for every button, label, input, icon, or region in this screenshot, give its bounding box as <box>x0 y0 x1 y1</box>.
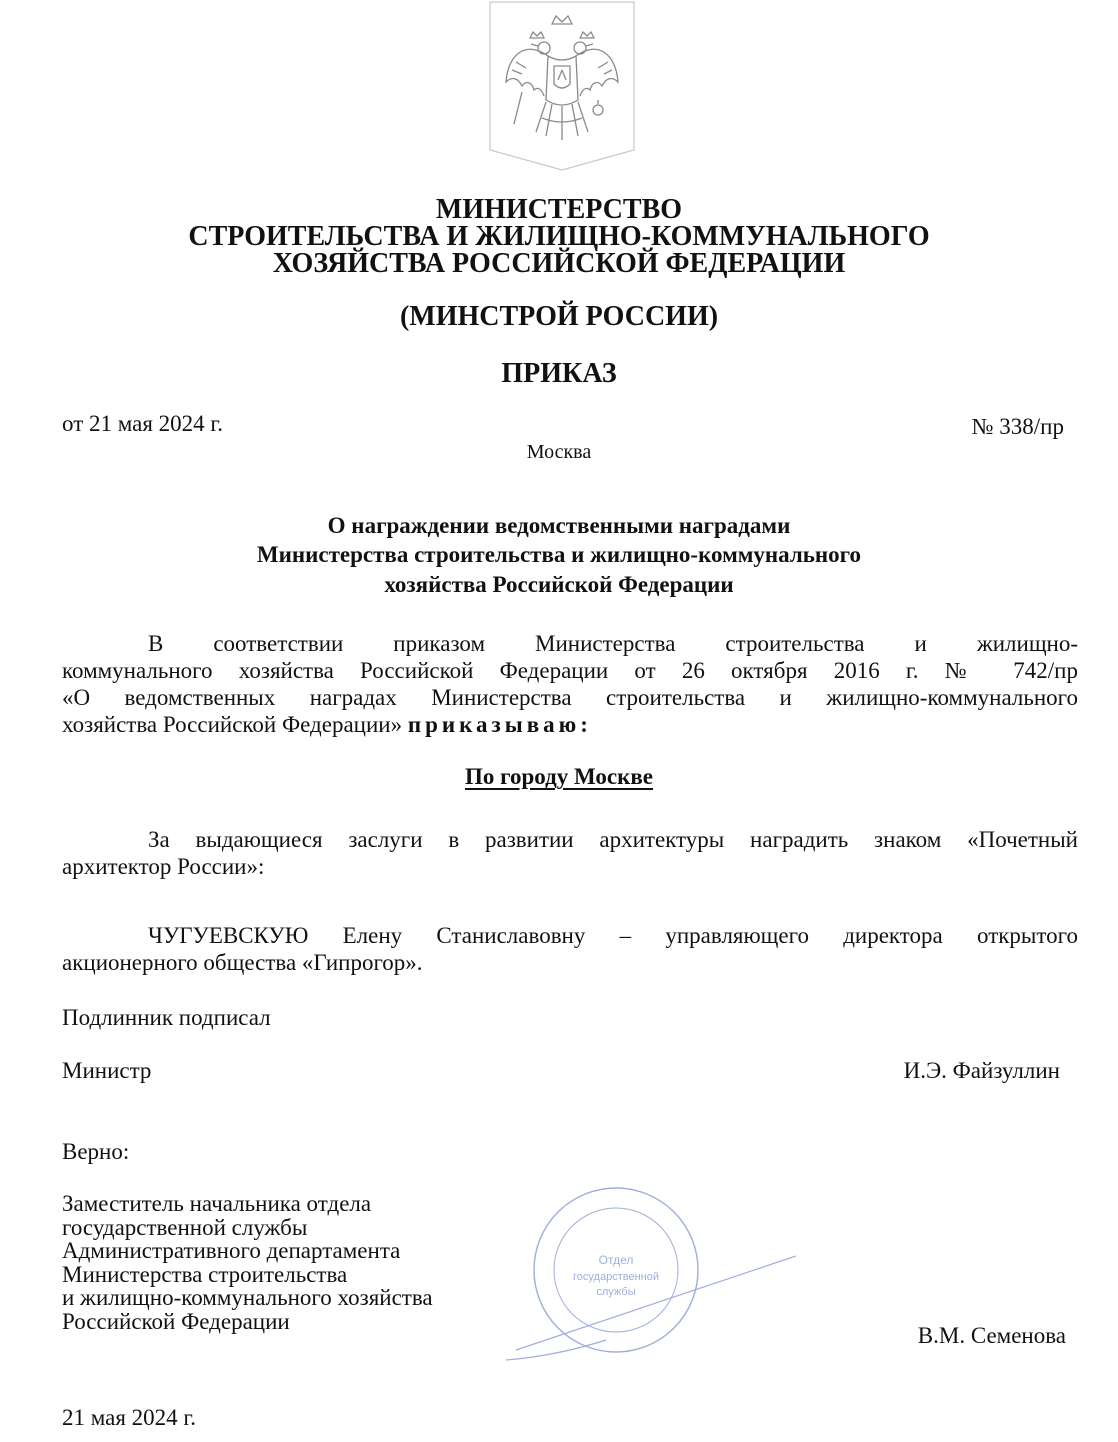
order-city: Москва <box>526 441 592 463</box>
ministry-name-line3: ХОЗЯЙСТВА РОССИЙСКОЙ ФЕДЕРАЦИИ <box>272 248 846 279</box>
minister-name: И.Э. Файзуллин <box>903 1058 1060 1083</box>
preamble-line3: «О ведомственных наградах Министерства строительства и жилищно-коммунального <box>62 685 1078 710</box>
preamble-line4-wrap <box>62 711 1078 738</box>
order-title-line3: хозяйства Российской Федерации <box>384 572 734 597</box>
svg-text:службы: службы <box>596 1286 636 1298</box>
recipient-line1: ЧУГУЕВСКУЮ Елену Станиславовну – управляющего директора открытого <box>148 923 1078 948</box>
preamble-line2: коммунального хозяйства Российской Федерации от 26 октября 2016 г. № 742/пр <box>62 658 1078 683</box>
order-number: № 338/пр <box>971 414 1064 439</box>
recipient-paragraph <box>62 922 1078 976</box>
double-headed-eagle-icon <box>486 0 638 172</box>
preamble-line1: В соответствии приказом Министерства строительства и жилищно- <box>148 631 1078 656</box>
deputy-position <box>62 1192 433 1333</box>
official-stamp <box>496 1160 796 1390</box>
recipient-line2: акционерного общества «Гипрогор». <box>62 950 423 975</box>
deputy-position-line: Российской Федерации <box>62 1308 290 1334</box>
preamble-paragraph <box>62 630 1078 738</box>
svg-text:государственной: государственной <box>573 1271 659 1283</box>
award-line1: За выдающиеся заслуги в развитии архитектуры наградить знаком «Почетный <box>148 827 1078 852</box>
verified-label: Верно: <box>62 1139 130 1164</box>
document-type: ПРИКАЗ <box>501 358 617 389</box>
order-word: приказываю: <box>407 712 592 737</box>
ministry-name-line1: МИНИСТЕРСТВО <box>435 194 683 225</box>
section-heading: По городу Москве <box>464 764 654 789</box>
order-title-line1: О награждении ведомственными наградами <box>327 513 791 538</box>
award-line2: архитектор России»: <box>62 854 265 879</box>
ministry-short-name: (МИНСТРОЙ РОССИИ) <box>399 301 719 332</box>
order-date: от 21 мая 2024 г. <box>62 411 224 436</box>
deputy-position-line: Министерства строительства <box>62 1261 348 1287</box>
deputy-position-line: Заместитель начальника отдела <box>62 1191 372 1216</box>
preamble-line4: хозяйства Российской Федерации» <box>62 712 403 737</box>
deputy-name: В.М. Семенова <box>917 1323 1066 1348</box>
deputy-position-line: и жилищно-коммунального хозяйства <box>62 1285 433 1310</box>
stamp-graphic <box>496 1160 796 1390</box>
coat-of-arms-emblem <box>486 0 638 172</box>
award-paragraph <box>62 826 1078 880</box>
deputy-position-line: государственной службы <box>62 1214 308 1240</box>
footer-date: 21 мая 2024 г. <box>62 1405 197 1430</box>
order-title-line2: Министерства строительства и жилищно-коммунального <box>256 542 862 567</box>
signed-original-note: Подлинник подписал <box>62 1005 271 1030</box>
deputy-position-line: Административного департамента <box>62 1238 401 1263</box>
stamp-text: Отдел <box>598 1253 634 1267</box>
ministry-name-line2: СТРОИТЕЛЬСТВА И ЖИЛИЩНО-КОММУНАЛЬНОГО <box>188 221 930 252</box>
minister-role: Министр <box>62 1058 152 1083</box>
